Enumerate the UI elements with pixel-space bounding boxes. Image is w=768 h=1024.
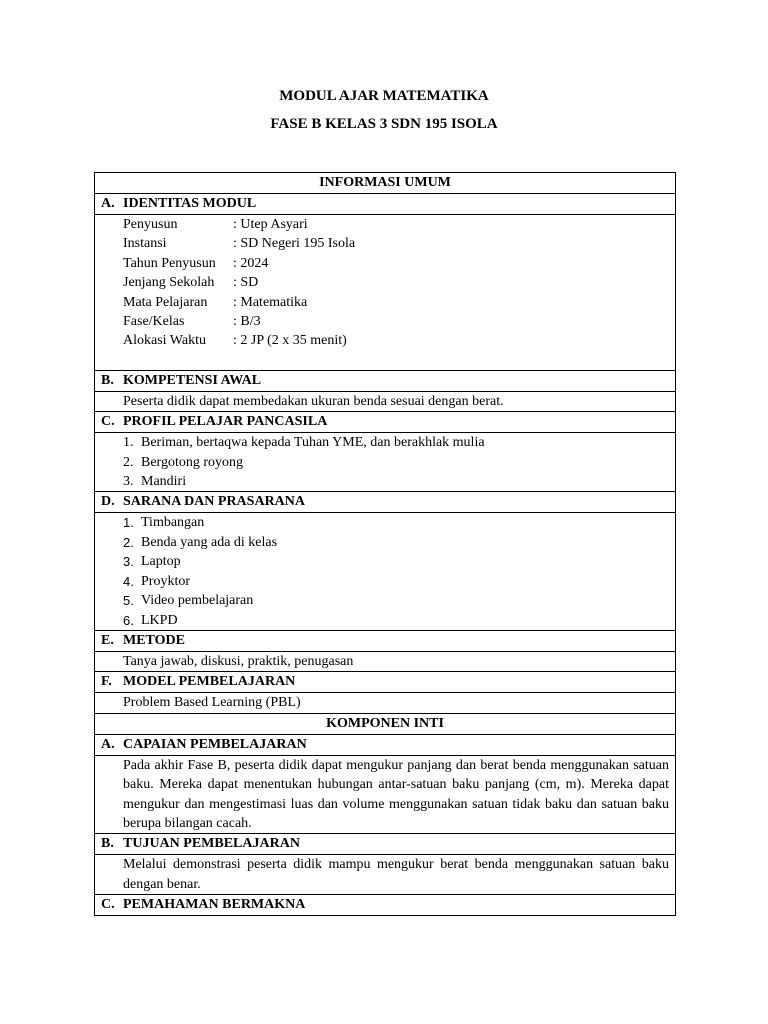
document-title: MODUL AJAR MATEMATIKA bbox=[279, 88, 489, 104]
document-subtitle: FASE B KELAS 3 SDN 195 ISOLA bbox=[270, 116, 498, 132]
section-identitas-heading: A. IDENTITAS MODUL bbox=[95, 194, 676, 215]
info-umum-header: INFORMASI UMUM bbox=[95, 173, 676, 194]
list-item: 1. Beriman, bertaqwa kepada Tuhan YME, dan berakhlak mulia bbox=[123, 435, 485, 451]
section-tujuan-heading: B. TUJUAN PEMBELAJARAN bbox=[95, 834, 676, 855]
list-item: 3. Mandiri bbox=[123, 474, 187, 490]
list-item: 2. Benda yang ada di kelas bbox=[123, 534, 278, 550]
list-item: 4. Proyktor bbox=[123, 573, 190, 589]
section-model-heading: F. MODEL PEMBELAJARAN bbox=[95, 672, 676, 693]
identitas-content bbox=[95, 215, 676, 371]
module-table bbox=[94, 172, 676, 916]
identity-row: Mata Pelajaran : Matematika bbox=[123, 294, 308, 310]
section-profil-heading: C. PROFIL PELAJAR PANCASILA bbox=[95, 412, 676, 433]
tujuan-text: Melalui demonstrasi peserta didik mampu mengukur berat benda menggunakan satuan baku dengan benar. bbox=[95, 855, 676, 895]
metode-text: Tanya jawab, diskusi, praktik, penugasan bbox=[95, 651, 676, 671]
list-item: 5. Video pembelajaran bbox=[123, 593, 254, 609]
identity-row: Penyusun : Utep Asyari bbox=[123, 217, 308, 232]
identity-row: Fase/Kelas : B/3 bbox=[123, 314, 261, 330]
list-item: 6. LKPD bbox=[123, 612, 178, 628]
section-capaian-heading: A. CAPAIAN PEMBELAJARAN bbox=[95, 734, 676, 755]
list-item: 1. Timbangan bbox=[123, 515, 205, 531]
identity-row: Alokasi Waktu : 2 JP (2 x 35 menit) bbox=[123, 333, 347, 349]
section-sarana-heading: D. SARANA DAN PRASARANA bbox=[95, 492, 676, 513]
list-item: 3. Laptop bbox=[123, 554, 181, 570]
section-pemahaman-heading: C. PEMAHAMAN BERMAKNA bbox=[95, 895, 676, 916]
list-item: 2. Bergotong royong bbox=[123, 454, 244, 470]
identity-row: Jenjang Sekolah : SD bbox=[123, 275, 259, 291]
section-metode-heading: E. METODE bbox=[95, 630, 676, 651]
model-text: Problem Based Learning (PBL) bbox=[95, 693, 676, 713]
identity-row: Instansi : SD Negeri 195 Isola bbox=[123, 236, 356, 252]
profil-list bbox=[95, 433, 676, 492]
kompetensi-text: Peserta didik dapat membedakan ukuran benda sesuai dengan berat. bbox=[95, 391, 676, 411]
komponen-inti-header: KOMPONEN INTI bbox=[95, 713, 676, 734]
capaian-text: Pada akhir Fase B, peserta didik dapat mengukur panjang dan berat benda menggunakan satuan baku. Mereka dapat menentukan hubungan antar-satuan baku panjang (cm, m). Mereka dapat mengukur dan mengestimasi luas dan volume menggunakan satuan tidak baku dan satuan baku berupa bilangan cacah. bbox=[95, 755, 676, 834]
sarana-list bbox=[95, 513, 676, 630]
section-kompetensi-heading: B. KOMPETENSI AWAL bbox=[95, 370, 676, 391]
identity-row: Tahun Penyusun : 2024 bbox=[123, 255, 269, 271]
